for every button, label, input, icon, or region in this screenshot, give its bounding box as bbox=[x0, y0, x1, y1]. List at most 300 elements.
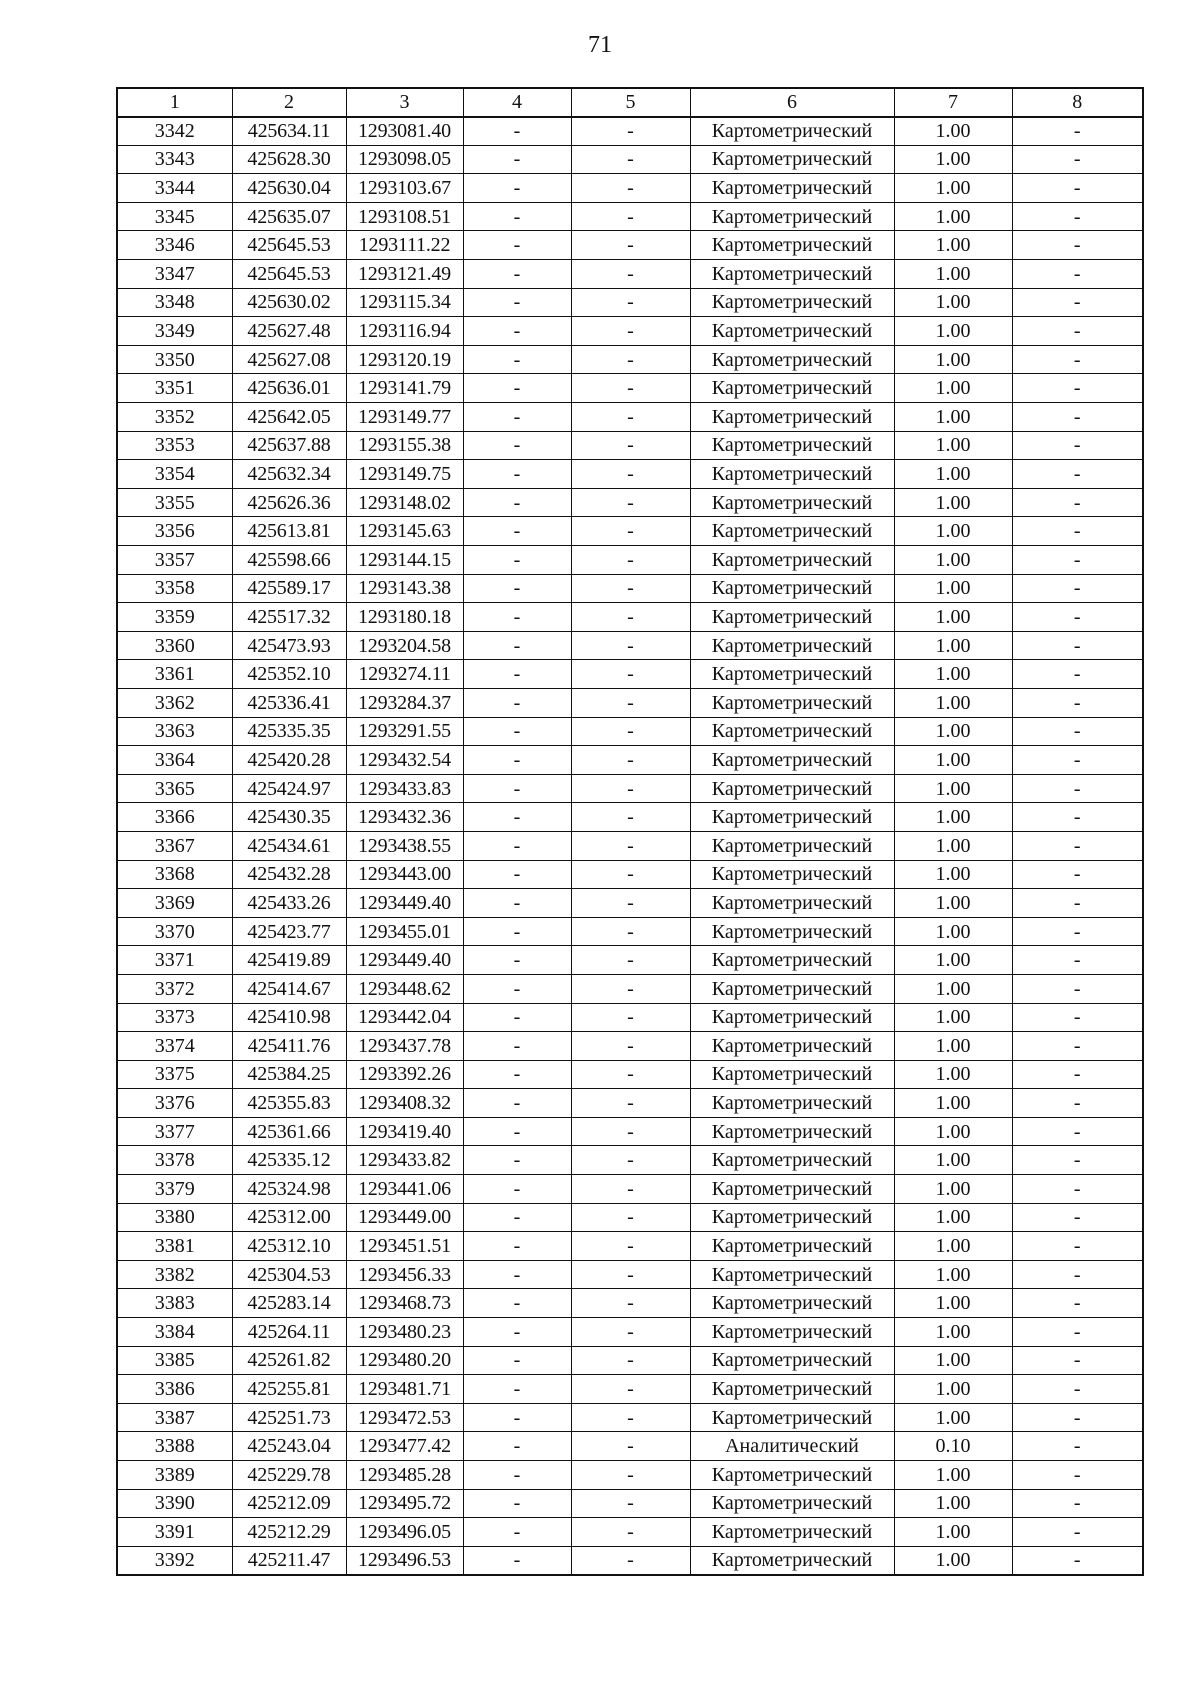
cell-x-coordinate: 425384.25 bbox=[232, 1060, 346, 1089]
cell-method: Картометрический bbox=[690, 1003, 894, 1032]
cell-col-4: - bbox=[463, 1518, 571, 1547]
cell-col-8: - bbox=[1012, 1089, 1143, 1118]
cell-col-4: - bbox=[463, 860, 571, 889]
cell-y-coordinate: 1293443.00 bbox=[346, 860, 463, 889]
cell-y-coordinate: 1293477.42 bbox=[346, 1432, 463, 1461]
table-row bbox=[117, 1403, 1143, 1432]
table-row bbox=[117, 803, 1143, 832]
cell-col-8: - bbox=[1012, 1203, 1143, 1232]
cell-col-5: - bbox=[571, 603, 690, 632]
cell-col-5: - bbox=[571, 660, 690, 689]
table-row bbox=[117, 1546, 1143, 1575]
cell-col-8: - bbox=[1012, 831, 1143, 860]
cell-y-coordinate: 1293180.18 bbox=[346, 603, 463, 632]
cell-y-coordinate: 1293442.04 bbox=[346, 1003, 463, 1032]
table-row bbox=[117, 974, 1143, 1003]
cell-method: Картометрический bbox=[690, 1546, 894, 1575]
cell-point-number: 3346 bbox=[117, 231, 232, 260]
cell-y-coordinate: 1293441.06 bbox=[346, 1175, 463, 1204]
table-row bbox=[117, 917, 1143, 946]
cell-accuracy: 1.00 bbox=[894, 1318, 1012, 1347]
cell-method: Картометрический bbox=[690, 231, 894, 260]
cell-x-coordinate: 425634.11 bbox=[232, 117, 346, 146]
cell-method: Аналитический bbox=[690, 1432, 894, 1461]
cell-point-number: 3353 bbox=[117, 431, 232, 460]
cell-point-number: 3354 bbox=[117, 460, 232, 489]
cell-col-4: - bbox=[463, 803, 571, 832]
cell-x-coordinate: 425636.01 bbox=[232, 374, 346, 403]
cell-method: Картометрический bbox=[690, 1461, 894, 1490]
cell-col-8: - bbox=[1012, 317, 1143, 346]
cell-col-4: - bbox=[463, 1432, 571, 1461]
cell-y-coordinate: 1293451.51 bbox=[346, 1232, 463, 1261]
cell-col-8: - bbox=[1012, 660, 1143, 689]
cell-accuracy: 1.00 bbox=[894, 460, 1012, 489]
cell-method: Картометрический bbox=[690, 460, 894, 489]
table-row bbox=[117, 1518, 1143, 1547]
cell-point-number: 3389 bbox=[117, 1461, 232, 1490]
cell-col-5: - bbox=[571, 1175, 690, 1204]
cell-accuracy: 1.00 bbox=[894, 574, 1012, 603]
cell-col-8: - bbox=[1012, 1318, 1143, 1347]
cell-method: Картометрический bbox=[690, 431, 894, 460]
cell-col-4: - bbox=[463, 746, 571, 775]
cell-x-coordinate: 425589.17 bbox=[232, 574, 346, 603]
cell-col-5: - bbox=[571, 1289, 690, 1318]
cell-point-number: 3361 bbox=[117, 660, 232, 689]
cell-col-4: - bbox=[463, 1403, 571, 1432]
cell-y-coordinate: 1293449.40 bbox=[346, 889, 463, 918]
cell-x-coordinate: 425335.35 bbox=[232, 717, 346, 746]
cell-method: Картометрический bbox=[690, 660, 894, 689]
cell-col-4: - bbox=[463, 688, 571, 717]
cell-col-8: - bbox=[1012, 174, 1143, 203]
cell-accuracy: 1.00 bbox=[894, 660, 1012, 689]
cell-accuracy: 1.00 bbox=[894, 317, 1012, 346]
cell-accuracy: 1.00 bbox=[894, 488, 1012, 517]
cell-method: Картометрический bbox=[690, 1318, 894, 1347]
cell-method: Картометрический bbox=[690, 1375, 894, 1404]
coordinates-table bbox=[116, 87, 1144, 1576]
cell-col-4: - bbox=[463, 1003, 571, 1032]
table-row bbox=[117, 1375, 1143, 1404]
cell-method: Картометрический bbox=[690, 746, 894, 775]
cell-y-coordinate: 1293455.01 bbox=[346, 917, 463, 946]
cell-x-coordinate: 425304.53 bbox=[232, 1260, 346, 1289]
cell-x-coordinate: 425212.09 bbox=[232, 1489, 346, 1518]
cell-col-8: - bbox=[1012, 889, 1143, 918]
cell-col-5: - bbox=[571, 460, 690, 489]
cell-x-coordinate: 425261.82 bbox=[232, 1346, 346, 1375]
cell-point-number: 3343 bbox=[117, 145, 232, 174]
cell-col-4: - bbox=[463, 1546, 571, 1575]
cell-x-coordinate: 425355.83 bbox=[232, 1089, 346, 1118]
cell-col-8: - bbox=[1012, 460, 1143, 489]
cell-y-coordinate: 1293121.49 bbox=[346, 260, 463, 289]
cell-accuracy: 1.00 bbox=[894, 1375, 1012, 1404]
cell-method: Картометрический bbox=[690, 631, 894, 660]
cell-point-number: 3347 bbox=[117, 260, 232, 289]
cell-col-8: - bbox=[1012, 145, 1143, 174]
cell-y-coordinate: 1293456.33 bbox=[346, 1260, 463, 1289]
table-row bbox=[117, 660, 1143, 689]
cell-x-coordinate: 425432.28 bbox=[232, 860, 346, 889]
cell-col-5: - bbox=[571, 860, 690, 889]
cell-point-number: 3366 bbox=[117, 803, 232, 832]
cell-accuracy: 1.00 bbox=[894, 546, 1012, 575]
cell-col-4: - bbox=[463, 460, 571, 489]
cell-col-5: - bbox=[571, 1089, 690, 1118]
cell-method: Картометрический bbox=[690, 774, 894, 803]
cell-y-coordinate: 1293111.22 bbox=[346, 231, 463, 260]
cell-point-number: 3342 bbox=[117, 117, 232, 146]
cell-col-8: - bbox=[1012, 345, 1143, 374]
cell-accuracy: 1.00 bbox=[894, 974, 1012, 1003]
cell-accuracy: 1.00 bbox=[894, 1346, 1012, 1375]
table-row bbox=[117, 403, 1143, 432]
cell-method: Картометрический bbox=[690, 1089, 894, 1118]
cell-point-number: 3357 bbox=[117, 546, 232, 575]
cell-x-coordinate: 425626.36 bbox=[232, 488, 346, 517]
cell-accuracy: 1.00 bbox=[894, 860, 1012, 889]
cell-col-4: - bbox=[463, 1260, 571, 1289]
cell-accuracy: 1.00 bbox=[894, 1032, 1012, 1061]
cell-col-4: - bbox=[463, 1289, 571, 1318]
cell-method: Картометрический bbox=[690, 517, 894, 546]
cell-point-number: 3383 bbox=[117, 1289, 232, 1318]
cell-x-coordinate: 425613.81 bbox=[232, 517, 346, 546]
cell-col-5: - bbox=[571, 831, 690, 860]
cell-x-coordinate: 425424.97 bbox=[232, 774, 346, 803]
cell-method: Картометрический bbox=[690, 488, 894, 517]
cell-point-number: 3387 bbox=[117, 1403, 232, 1432]
table-row bbox=[117, 1232, 1143, 1261]
cell-col-8: - bbox=[1012, 1260, 1143, 1289]
table-row bbox=[117, 631, 1143, 660]
cell-col-4: - bbox=[463, 174, 571, 203]
cell-col-5: - bbox=[571, 1032, 690, 1061]
cell-col-8: - bbox=[1012, 260, 1143, 289]
column-header-4: 4 bbox=[463, 88, 571, 117]
cell-col-5: - bbox=[571, 1489, 690, 1518]
cell-point-number: 3358 bbox=[117, 574, 232, 603]
cell-accuracy: 1.00 bbox=[894, 917, 1012, 946]
cell-col-5: - bbox=[571, 145, 690, 174]
cell-method: Картометрический bbox=[690, 1203, 894, 1232]
cell-y-coordinate: 1293449.00 bbox=[346, 1203, 463, 1232]
cell-x-coordinate: 425627.08 bbox=[232, 345, 346, 374]
table-row bbox=[117, 260, 1143, 289]
cell-x-coordinate: 425517.32 bbox=[232, 603, 346, 632]
cell-col-4: - bbox=[463, 345, 571, 374]
cell-col-8: - bbox=[1012, 202, 1143, 231]
cell-x-coordinate: 425324.98 bbox=[232, 1175, 346, 1204]
cell-accuracy: 1.00 bbox=[894, 1289, 1012, 1318]
cell-col-8: - bbox=[1012, 488, 1143, 517]
cell-accuracy: 1.00 bbox=[894, 631, 1012, 660]
table-row bbox=[117, 1175, 1143, 1204]
cell-method: Картометрический bbox=[690, 1289, 894, 1318]
cell-x-coordinate: 425423.77 bbox=[232, 917, 346, 946]
cell-col-4: - bbox=[463, 831, 571, 860]
cell-y-coordinate: 1293204.58 bbox=[346, 631, 463, 660]
cell-accuracy: 1.00 bbox=[894, 803, 1012, 832]
cell-col-8: - bbox=[1012, 231, 1143, 260]
cell-col-4: - bbox=[463, 574, 571, 603]
cell-y-coordinate: 1293149.75 bbox=[346, 460, 463, 489]
cell-y-coordinate: 1293481.71 bbox=[346, 1375, 463, 1404]
cell-col-8: - bbox=[1012, 403, 1143, 432]
cell-accuracy: 1.00 bbox=[894, 1461, 1012, 1490]
cell-point-number: 3368 bbox=[117, 860, 232, 889]
cell-x-coordinate: 425264.11 bbox=[232, 1318, 346, 1347]
cell-point-number: 3385 bbox=[117, 1346, 232, 1375]
cell-x-coordinate: 425352.10 bbox=[232, 660, 346, 689]
cell-x-coordinate: 425635.07 bbox=[232, 202, 346, 231]
cell-method: Картометрический bbox=[690, 860, 894, 889]
cell-method: Картометрический bbox=[690, 202, 894, 231]
cell-point-number: 3374 bbox=[117, 1032, 232, 1061]
cell-col-5: - bbox=[571, 688, 690, 717]
cell-col-8: - bbox=[1012, 288, 1143, 317]
cell-x-coordinate: 425312.00 bbox=[232, 1203, 346, 1232]
cell-col-4: - bbox=[463, 1175, 571, 1204]
cell-accuracy: 1.00 bbox=[894, 260, 1012, 289]
cell-col-5: - bbox=[571, 974, 690, 1003]
table-row bbox=[117, 889, 1143, 918]
cell-accuracy: 1.00 bbox=[894, 1403, 1012, 1432]
table-row bbox=[117, 746, 1143, 775]
cell-col-4: - bbox=[463, 1489, 571, 1518]
table-row bbox=[117, 431, 1143, 460]
cell-col-8: - bbox=[1012, 1403, 1143, 1432]
cell-accuracy: 1.00 bbox=[894, 1175, 1012, 1204]
cell-col-4: - bbox=[463, 889, 571, 918]
cell-col-4: - bbox=[463, 631, 571, 660]
cell-col-8: - bbox=[1012, 746, 1143, 775]
table-row bbox=[117, 1203, 1143, 1232]
cell-col-8: - bbox=[1012, 117, 1143, 146]
cell-x-coordinate: 425212.29 bbox=[232, 1518, 346, 1547]
cell-col-5: - bbox=[571, 1518, 690, 1547]
cell-col-5: - bbox=[571, 1260, 690, 1289]
cell-method: Картометрический bbox=[690, 946, 894, 975]
cell-col-5: - bbox=[571, 803, 690, 832]
cell-point-number: 3370 bbox=[117, 917, 232, 946]
cell-point-number: 3372 bbox=[117, 974, 232, 1003]
cell-x-coordinate: 425410.98 bbox=[232, 1003, 346, 1032]
cell-col-4: - bbox=[463, 145, 571, 174]
cell-col-5: - bbox=[571, 431, 690, 460]
cell-col-4: - bbox=[463, 202, 571, 231]
cell-col-4: - bbox=[463, 374, 571, 403]
cell-y-coordinate: 1293432.36 bbox=[346, 803, 463, 832]
cell-col-4: - bbox=[463, 1089, 571, 1118]
table-row bbox=[117, 231, 1143, 260]
cell-y-coordinate: 1293480.23 bbox=[346, 1318, 463, 1347]
cell-col-5: - bbox=[571, 1403, 690, 1432]
cell-col-5: - bbox=[571, 374, 690, 403]
cell-accuracy: 1.00 bbox=[894, 374, 1012, 403]
cell-point-number: 3352 bbox=[117, 403, 232, 432]
cell-y-coordinate: 1293274.11 bbox=[346, 660, 463, 689]
cell-point-number: 3371 bbox=[117, 946, 232, 975]
cell-col-8: - bbox=[1012, 374, 1143, 403]
cell-col-5: - bbox=[571, 889, 690, 918]
cell-accuracy: 1.00 bbox=[894, 1203, 1012, 1232]
cell-col-8: - bbox=[1012, 1432, 1143, 1461]
cell-point-number: 3392 bbox=[117, 1546, 232, 1575]
cell-method: Картометрический bbox=[690, 1489, 894, 1518]
cell-col-8: - bbox=[1012, 946, 1143, 975]
cell-method: Картометрический bbox=[690, 1117, 894, 1146]
cell-y-coordinate: 1293448.62 bbox=[346, 974, 463, 1003]
cell-x-coordinate: 425335.12 bbox=[232, 1146, 346, 1175]
cell-point-number: 3356 bbox=[117, 517, 232, 546]
cell-method: Картометрический bbox=[690, 603, 894, 632]
cell-point-number: 3390 bbox=[117, 1489, 232, 1518]
cell-accuracy: 1.00 bbox=[894, 1146, 1012, 1175]
table-body bbox=[117, 117, 1143, 1575]
cell-col-5: - bbox=[571, 517, 690, 546]
cell-y-coordinate: 1293145.63 bbox=[346, 517, 463, 546]
table-row bbox=[117, 688, 1143, 717]
cell-y-coordinate: 1293291.55 bbox=[346, 717, 463, 746]
cell-y-coordinate: 1293437.78 bbox=[346, 1032, 463, 1061]
cell-col-4: - bbox=[463, 717, 571, 746]
table-row bbox=[117, 717, 1143, 746]
cell-accuracy: 1.00 bbox=[894, 1489, 1012, 1518]
cell-col-4: - bbox=[463, 1346, 571, 1375]
cell-col-8: - bbox=[1012, 1346, 1143, 1375]
column-header-8: 8 bbox=[1012, 88, 1143, 117]
cell-x-coordinate: 425632.34 bbox=[232, 460, 346, 489]
cell-col-5: - bbox=[571, 231, 690, 260]
page-number: 71 bbox=[588, 32, 612, 58]
cell-method: Картометрический bbox=[690, 917, 894, 946]
cell-method: Картометрический bbox=[690, 546, 894, 575]
cell-y-coordinate: 1293120.19 bbox=[346, 345, 463, 374]
table-row bbox=[117, 374, 1143, 403]
cell-y-coordinate: 1293148.02 bbox=[346, 488, 463, 517]
cell-x-coordinate: 425637.88 bbox=[232, 431, 346, 460]
table-row bbox=[117, 1289, 1143, 1318]
cell-y-coordinate: 1293485.28 bbox=[346, 1461, 463, 1490]
cell-point-number: 3375 bbox=[117, 1060, 232, 1089]
cell-col-8: - bbox=[1012, 974, 1143, 1003]
table-row bbox=[117, 1146, 1143, 1175]
cell-method: Картометрический bbox=[690, 1060, 894, 1089]
column-header-1: 1 bbox=[117, 88, 232, 117]
cell-col-4: - bbox=[463, 403, 571, 432]
table-row bbox=[117, 1003, 1143, 1032]
cell-accuracy: 1.00 bbox=[894, 717, 1012, 746]
cell-x-coordinate: 425630.02 bbox=[232, 288, 346, 317]
cell-col-5: - bbox=[571, 1117, 690, 1146]
table-row bbox=[117, 1060, 1143, 1089]
cell-y-coordinate: 1293472.53 bbox=[346, 1403, 463, 1432]
cell-col-4: - bbox=[463, 517, 571, 546]
cell-accuracy: 1.00 bbox=[894, 688, 1012, 717]
table-row bbox=[117, 1346, 1143, 1375]
cell-col-4: - bbox=[463, 317, 571, 346]
column-header-6: 6 bbox=[690, 88, 894, 117]
cell-col-5: - bbox=[571, 1432, 690, 1461]
cell-col-8: - bbox=[1012, 774, 1143, 803]
cell-x-coordinate: 425434.61 bbox=[232, 831, 346, 860]
cell-method: Картометрический bbox=[690, 574, 894, 603]
table-row bbox=[117, 1260, 1143, 1289]
cell-y-coordinate: 1293115.34 bbox=[346, 288, 463, 317]
cell-y-coordinate: 1293144.15 bbox=[346, 546, 463, 575]
cell-col-5: - bbox=[571, 174, 690, 203]
cell-x-coordinate: 425411.76 bbox=[232, 1032, 346, 1061]
cell-x-coordinate: 425312.10 bbox=[232, 1232, 346, 1261]
cell-x-coordinate: 425598.66 bbox=[232, 546, 346, 575]
cell-col-5: - bbox=[571, 260, 690, 289]
cell-point-number: 3345 bbox=[117, 202, 232, 231]
cell-col-4: - bbox=[463, 488, 571, 517]
cell-accuracy: 1.00 bbox=[894, 288, 1012, 317]
cell-method: Картометрический bbox=[690, 260, 894, 289]
cell-x-coordinate: 425414.67 bbox=[232, 974, 346, 1003]
cell-col-4: - bbox=[463, 774, 571, 803]
cell-y-coordinate: 1293284.37 bbox=[346, 688, 463, 717]
cell-method: Картометрический bbox=[690, 145, 894, 174]
cell-accuracy: 1.00 bbox=[894, 1089, 1012, 1118]
cell-col-8: - bbox=[1012, 1232, 1143, 1261]
cell-method: Картометрический bbox=[690, 1232, 894, 1261]
cell-method: Картометрический bbox=[690, 1518, 894, 1547]
cell-col-8: - bbox=[1012, 1032, 1143, 1061]
cell-col-5: - bbox=[571, 1003, 690, 1032]
table-row bbox=[117, 1032, 1143, 1061]
cell-method: Картометрический bbox=[690, 317, 894, 346]
cell-col-5: - bbox=[571, 631, 690, 660]
cell-col-5: - bbox=[571, 546, 690, 575]
table-row bbox=[117, 860, 1143, 889]
cell-accuracy: 1.00 bbox=[894, 746, 1012, 775]
cell-point-number: 3373 bbox=[117, 1003, 232, 1032]
cell-point-number: 3388 bbox=[117, 1432, 232, 1461]
cell-method: Картометрический bbox=[690, 174, 894, 203]
cell-col-8: - bbox=[1012, 1489, 1143, 1518]
cell-y-coordinate: 1293433.82 bbox=[346, 1146, 463, 1175]
cell-col-4: - bbox=[463, 946, 571, 975]
cell-col-4: - bbox=[463, 1117, 571, 1146]
cell-col-8: - bbox=[1012, 574, 1143, 603]
cell-y-coordinate: 1293408.32 bbox=[346, 1089, 463, 1118]
cell-method: Картометрический bbox=[690, 1346, 894, 1375]
cell-col-5: - bbox=[571, 1546, 690, 1575]
cell-x-coordinate: 425251.73 bbox=[232, 1403, 346, 1432]
cell-method: Картометрический bbox=[690, 1146, 894, 1175]
cell-x-coordinate: 425630.04 bbox=[232, 174, 346, 203]
cell-accuracy: 1.00 bbox=[894, 889, 1012, 918]
cell-y-coordinate: 1293392.26 bbox=[346, 1060, 463, 1089]
table-row bbox=[117, 460, 1143, 489]
cell-y-coordinate: 1293143.38 bbox=[346, 574, 463, 603]
cell-method: Картометрический bbox=[690, 831, 894, 860]
cell-point-number: 3380 bbox=[117, 1203, 232, 1232]
cell-point-number: 3391 bbox=[117, 1518, 232, 1547]
cell-col-5: - bbox=[571, 117, 690, 146]
cell-accuracy: 1.00 bbox=[894, 1546, 1012, 1575]
cell-method: Картометрический bbox=[690, 688, 894, 717]
cell-y-coordinate: 1293496.53 bbox=[346, 1546, 463, 1575]
cell-x-coordinate: 425361.66 bbox=[232, 1117, 346, 1146]
cell-col-8: - bbox=[1012, 860, 1143, 889]
